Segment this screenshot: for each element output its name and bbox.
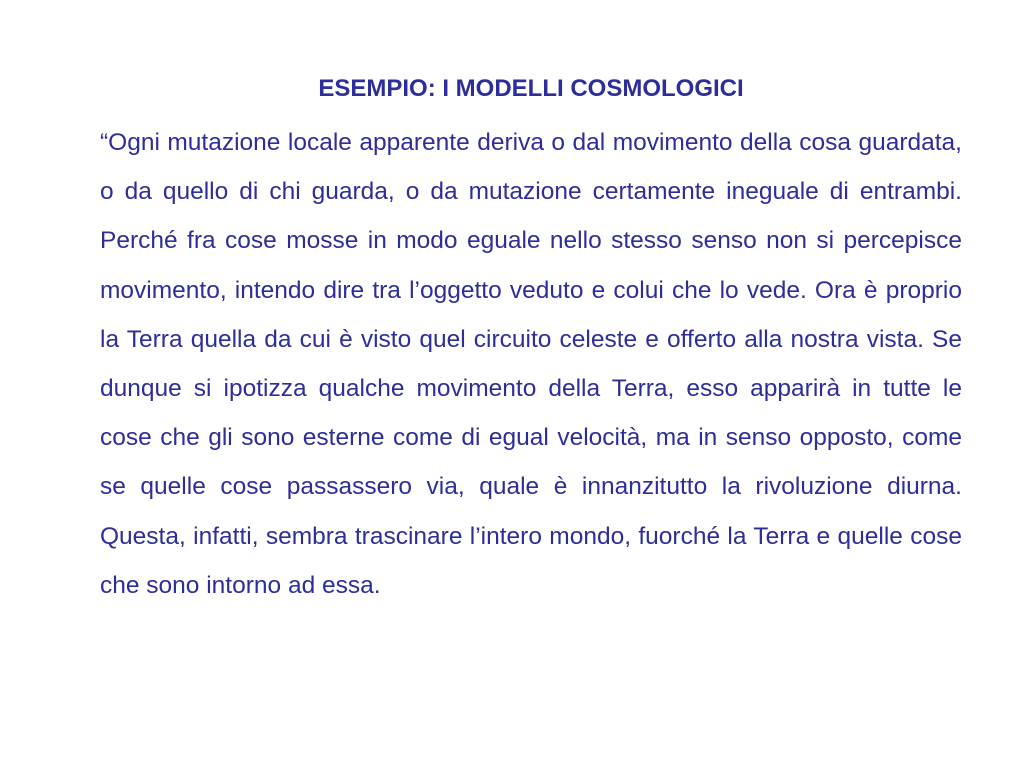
slide-title: ESEMPIO: I MODELLI COSMOLOGICI: [318, 75, 744, 102]
quote-paragraph: “Ogni mutazione locale apparente deriva o dal movimento della cosa guardata, o da quello di chi guarda, o da mutazione certamente ineguale di entrambi. Perché fra cose mosse in modo eguale nello stesso senso non si percepisce movimento, intendo dire tra l’oggetto veduto e colui che lo vede. Ora è proprio la Terra quella da cui è visto quel circuito celeste e offerto alla nostra vista. Se dunque si ipotizza qualche movimento della Terra, esso apparirà in tutte le cose che gli sono esterne come di egual velocità, ma in senso opposto, come se quelle cose passassero via, quale è innanzitutto la rivoluzione diurna. Questa, infatti, sembra trascinare l’intero mondo, fuorché la Terra e quelle cose che sono intorno ad essa.: [100, 129, 962, 599]
